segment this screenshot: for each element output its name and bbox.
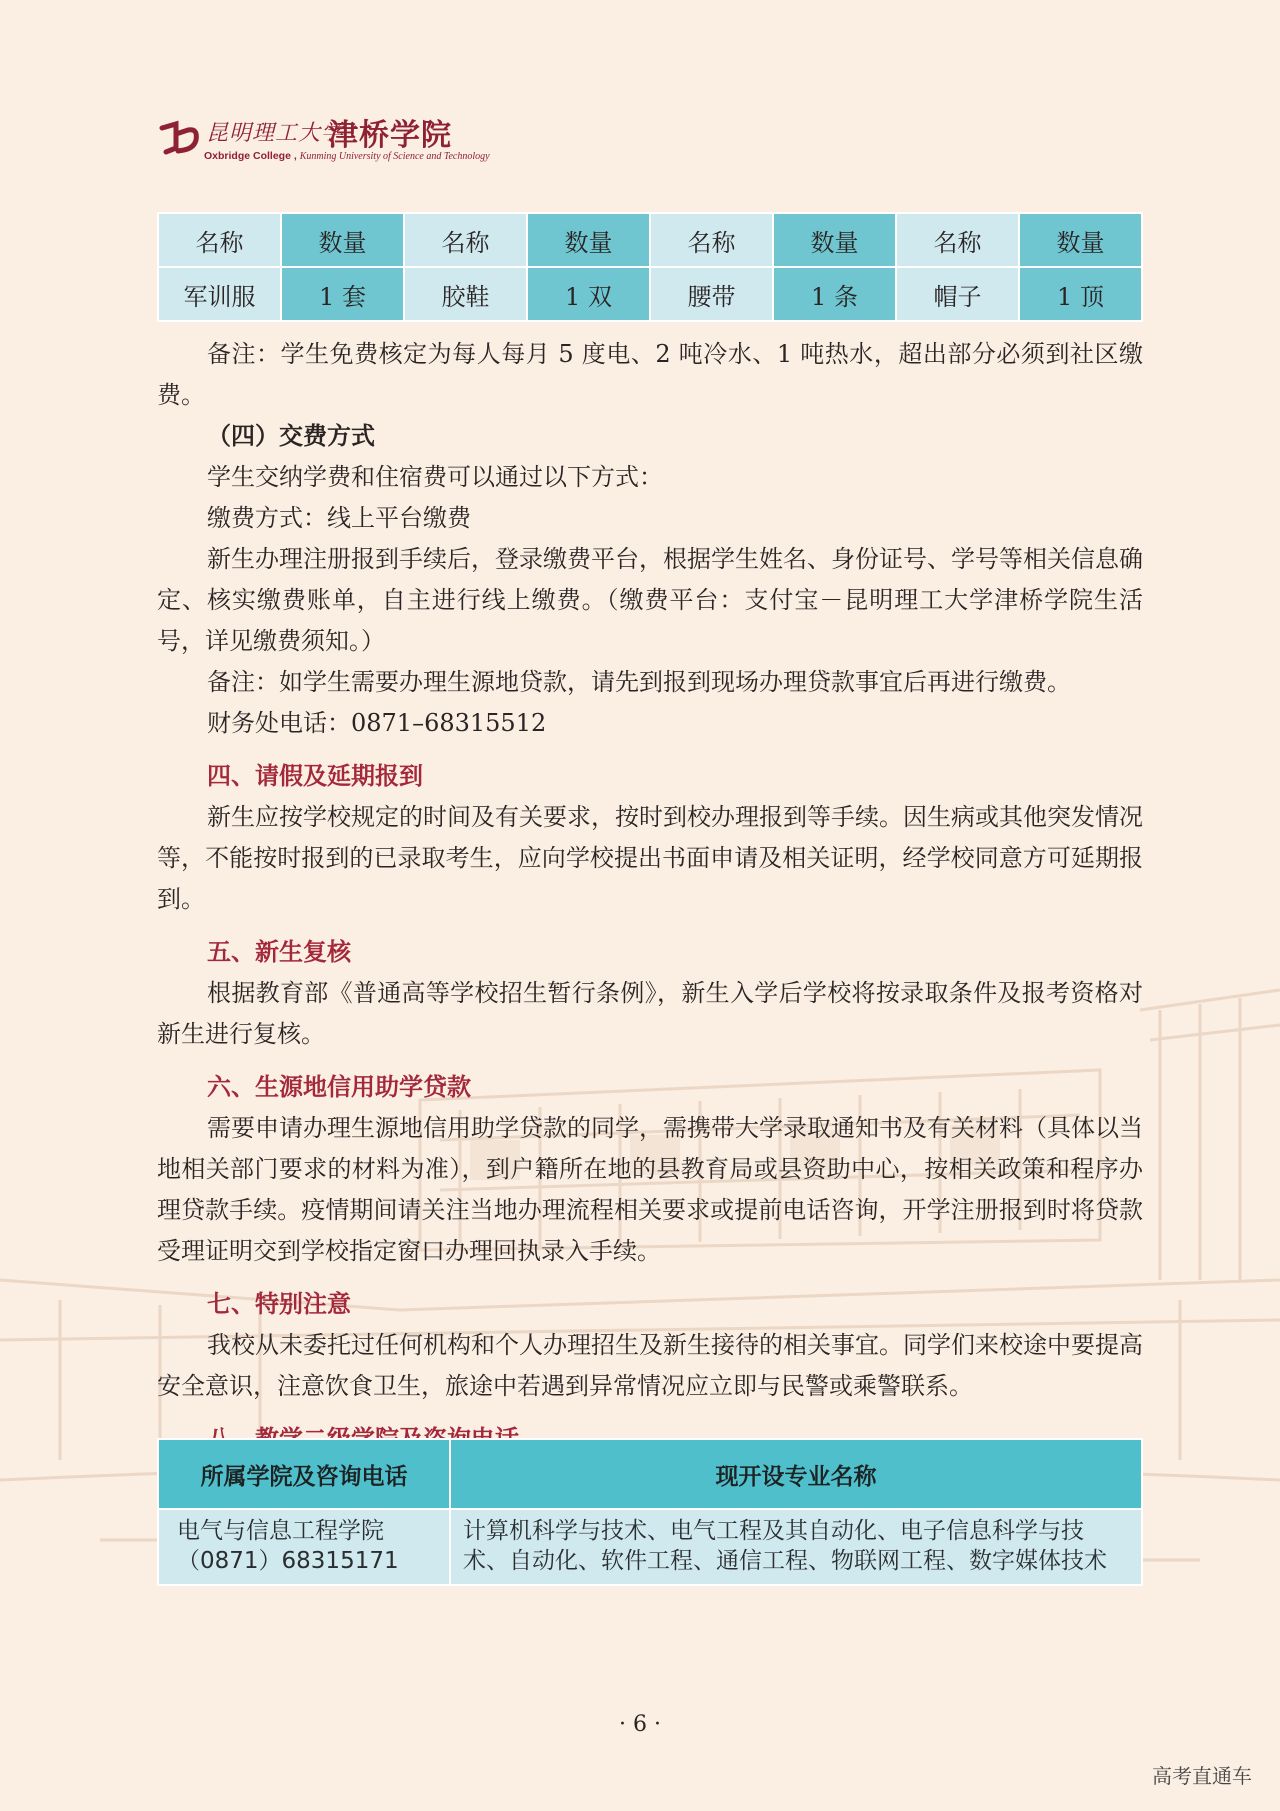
table-cell: 1 顶 (1019, 267, 1142, 321)
section-title-notice: 七、特别注意 (207, 1290, 351, 1318)
table-cell: 1 条 (773, 267, 896, 321)
section-text-loan: 需要申请办理生源地信用助学贷款的同学，需携带大学录取通知书及有关材料（具体以当地相关部门要求的材料为准），到户籍所在地的县教育局或县资助中心，按相关政策和程序办理贷款手续。疫情期间请关注当地办理流程相关要求或提前电话咨询，开学注册报到时将贷款受理证明交到学校指定窗口办理回执录入手续。 (157, 1114, 1143, 1265)
payment-detail: 新生办理注册报到手续后，登录缴费平台，根据学生姓名、身份证号、学号等相关信息确定、核实缴费账单，自主进行线上缴费。（缴费平台：支付宝－昆明理工大学津桥学院生活号，详见缴费须知。） (157, 545, 1143, 655)
payment-intro: 学生交纳学费和住宿费可以通过以下方式： (207, 463, 663, 491)
payment-method: 缴费方式：线上平台缴费 (207, 504, 471, 532)
table-cell: 名称 (896, 213, 1019, 267)
college-name: 电气与信息工程学院 (177, 1518, 384, 1544)
logo-university-name: 昆明理工大学 (206, 121, 345, 146)
college-cell (158, 1509, 450, 1585)
logo-english-name: Oxbridge College , Kunming University of Science and Technology (204, 150, 490, 162)
section-title-leave: 四、请假及延期报到 (207, 762, 423, 790)
table-cell: 数量 (281, 213, 404, 267)
table-header-row (158, 213, 1142, 267)
table-cell: 帽子 (896, 267, 1019, 321)
payment-note: 备注：如学生需要办理生源地贷款，请先到报到现场办理贷款事宜后再进行缴费。 (207, 668, 1071, 696)
table-cell: 胶鞋 (404, 267, 527, 321)
table-cell: 腰带 (650, 267, 773, 321)
table-cell: 1 套 (281, 267, 404, 321)
section-title-loan: 六、生源地信用助学贷款 (207, 1073, 471, 1101)
table-cell: 名称 (650, 213, 773, 267)
table-cell: 数量 (773, 213, 896, 267)
column-header-college: 所属学院及咨询电话 (158, 1439, 450, 1509)
section-text-leave: 新生应按学校规定的时间及有关要求，按时到校办理报到等手续。因生病或其他突发情况等，不能按时报到的已录取考生，应向学校提出书面申请及相关证明，经学校同意方可延期报到。 (157, 803, 1143, 913)
table-cell: 军训服 (158, 267, 281, 321)
payment-heading: （四）交费方式 (207, 422, 375, 450)
table-cell: 名称 (158, 213, 281, 267)
section-text-review: 根据教育部《普通高等学校招生暂行条例》，新生入学后学校将按录取条件及报考资格对新生进行复核。 (157, 979, 1143, 1048)
section-text-notice: 我校从未委托过任何机构和个人办理招生及新生接待的相关事宜。同学们来校途中要提高安全意识，注意饮食卫生，旅途中若遇到异常情况应立即与民警或乘警联系。 (157, 1331, 1143, 1400)
table-row (158, 1509, 1142, 1585)
section-title-review: 五、新生复核 (207, 938, 351, 966)
table-cell: 1 双 (527, 267, 650, 321)
main-content (157, 334, 1143, 1460)
table-row (158, 267, 1142, 321)
logo-emblem-icon (158, 118, 202, 158)
finance-phone: 财务处电话：0871–68315512 (207, 709, 547, 737)
table-cell: 数量 (1019, 213, 1142, 267)
majors-cell: 计算机科学与技术、电气工程及其自动化、电子信息科学与技术、自动化、软件工程、通信工程、物联网工程、数字媒体技术 (450, 1509, 1142, 1585)
table-header-row (158, 1439, 1142, 1509)
column-header-majors: 现开设专业名称 (450, 1439, 1142, 1509)
uniform-items-table (157, 212, 1143, 322)
page-number: · 6 · (619, 1712, 661, 1737)
table-cell: 名称 (404, 213, 527, 267)
table-cell: 数量 (527, 213, 650, 267)
college-logo (158, 112, 490, 168)
college-contact-table (157, 1438, 1143, 1586)
watermark-text: 高考直通车 (1152, 1764, 1252, 1788)
logo-college-name: 津桥学院 (328, 118, 452, 153)
note-electricity: 备注：学生免费核定为每人每月 5 度电、2 吨冷水、1 吨热水，超出部分必须到社区缴费。 (157, 340, 1143, 409)
college-phone: （0871）68315171 (177, 1548, 399, 1574)
